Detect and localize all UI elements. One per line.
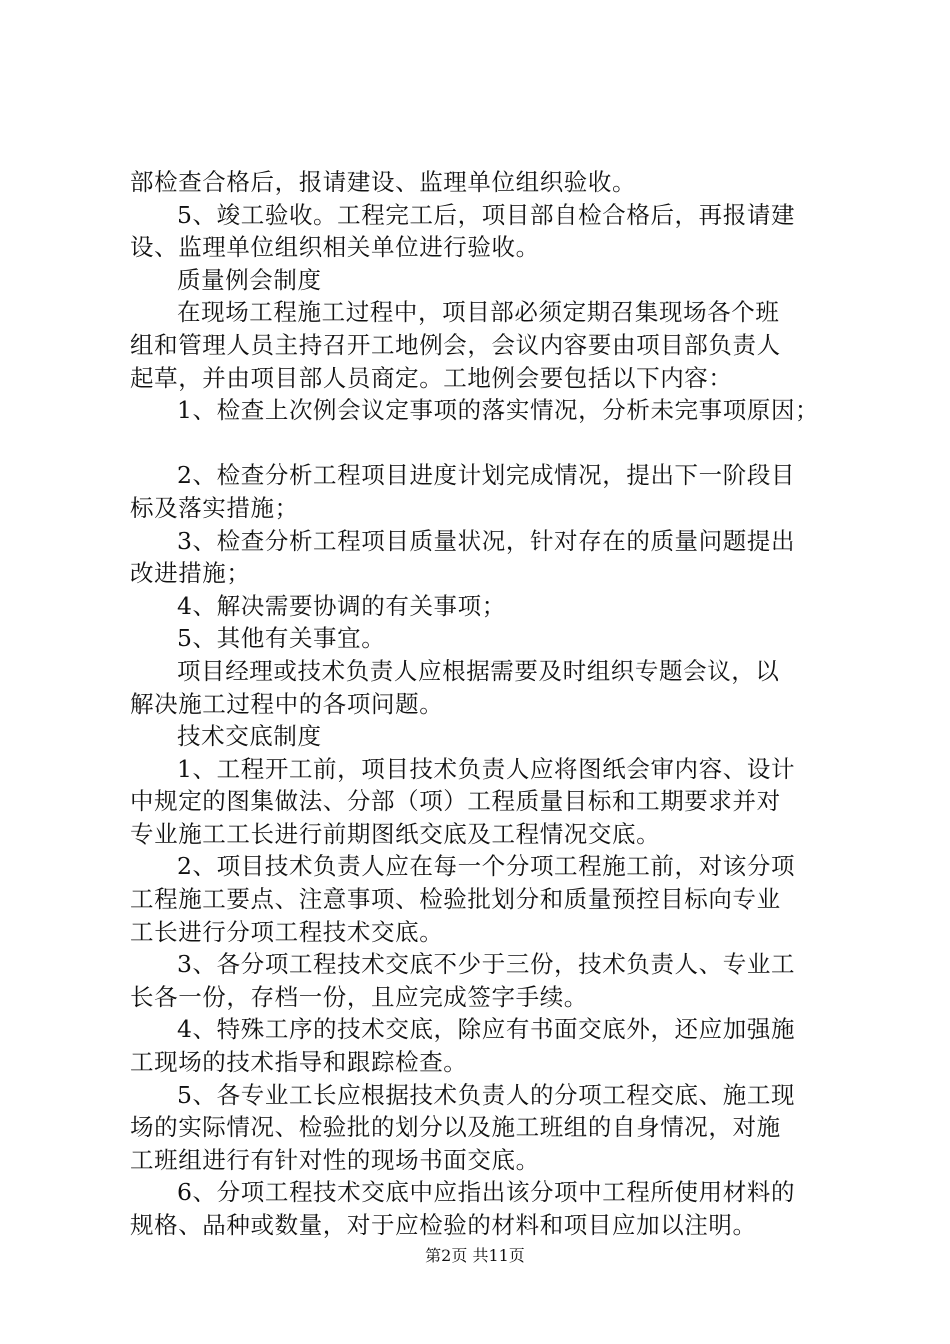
text-line: 起草，并由项目部人员商定。工地例会要包括以下内容： [130,363,733,392]
text-line: 规格、品种或数量，对于应检验的材料和项目应加以注明。 [130,1211,757,1239]
text-line: 2、检查分析工程项目进度计划完成情况，提出下一阶段目 [177,461,796,490]
text-line: 中规定的图集做法、分部（项）工程质量目标和工期要求并对 [130,787,781,816]
text-line: 4、特殊工序的技术交底，除应有书面交底外，还应加强施 [177,1015,796,1044]
text-line: 工班组进行有针对性的现场书面交底。 [130,1145,540,1174]
section-heading-technical-briefing: 技术交底制度 [177,722,322,751]
text-line: 3、检查分析工程项目质量状况，针对存在的质量问题提出 [177,526,796,555]
text-line: 设、监理单位组织相关单位进行验收。 [130,233,540,262]
text-line: 部检查合格后，报请建设、监理单位组织验收。 [130,168,637,196]
text-line: 6、分项工程技术交底中应指出该分项中工程所使用材料的 [177,1178,796,1207]
text-line: 工现场的技术指导和跟踪检查。 [130,1048,468,1077]
text-line: 5、竣工验收。工程完工后，项目部自检合格后，再报请建 [177,200,796,229]
text-line: 长各一份，存档一份，且应完成签字手续。 [130,982,588,1011]
document-body [130,166,830,1242]
text-line: 1、检查上次例会议定事项的落实情况，分析未完事项原因； [177,396,820,425]
text-line: 工程施工要点、注意事项、检验批划分和质量预控目标向专业 [130,885,781,914]
text-line: 5、各专业工长应根据技术负责人的分项工程交底、施工现 [177,1080,796,1109]
text-line: 项目经理或技术负责人应根据需要及时组织专题会议，以 [177,656,780,685]
text-line: 解决施工过程中的各项问题。 [130,689,444,718]
text-line: 改进措施； [130,559,251,588]
text-line: 工长进行分项工程技术交底。 [130,917,444,946]
text-line: 在现场工程施工过程中，项目部必须定期召集现场各个班 [177,298,780,327]
page-number-footer: 第2页 共11页 [425,1246,525,1265]
text-line: 3、各分项工程技术交底不少于三份，技术负责人、专业工 [177,950,796,979]
text-line: 场的实际情况、检验批的划分以及施工班组的自身情况，对施 [130,1113,781,1142]
text-line: 1、工程开工前，项目技术负责人应将图纸会审内容、设计 [177,754,796,783]
section-heading-quality-meeting: 质量例会制度 [177,265,322,294]
text-line: 组和管理人员主持召开工地例会，会议内容要由项目部负责人 [130,330,781,359]
blank-line [130,427,830,460]
text-line: 4、解决需要协调的有关事项； [177,591,506,620]
text-line: 5、其他有关事宜。 [177,624,386,653]
text-line: 2、项目技术负责人应在每一个分项工程施工前，对该分项 [177,852,796,881]
text-line: 标及落实措施； [130,493,299,522]
text-line: 专业施工工长进行前期图纸交底及工程情况交底。 [130,819,661,848]
